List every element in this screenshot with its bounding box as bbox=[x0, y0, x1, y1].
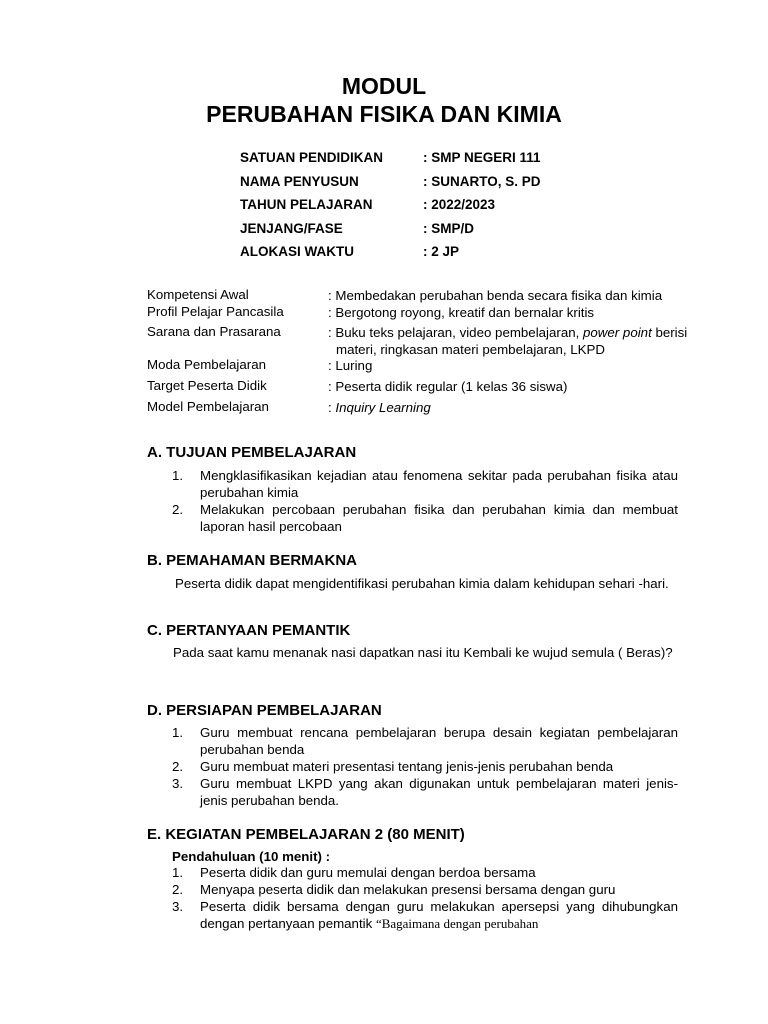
meta-value: : Luring bbox=[328, 358, 373, 373]
tujuan-list bbox=[172, 467, 678, 535]
section-heading-persiapan: D. PERSIAPAN PEMBELAJARAN bbox=[147, 702, 382, 719]
section-heading-kegiatan: E. KEGIATAN PEMBELAJARAN 2 (80 MENIT) bbox=[147, 826, 465, 843]
info-label: JENJANG/FASE bbox=[240, 221, 343, 236]
info-label: SATUAN PENDIDIKAN bbox=[240, 150, 384, 165]
section-heading-pertanyaan: C. PERTANYAAN PEMANTIK bbox=[147, 622, 351, 639]
pemahaman-text: Peserta didik dapat mengidentifikasi perubahan kimia dalam kehidupan sehari -hari. bbox=[175, 576, 669, 591]
meta-label: Moda Pembelajaran bbox=[147, 357, 267, 372]
list-item: 1. Mengklasifikasikan kejadian atau fenomena sekitar pada perubahan fisika atau perubahan kimia bbox=[172, 468, 678, 500]
info-value: : 2022/2023 bbox=[423, 197, 496, 212]
info-value: : SMP NEGERI 111 bbox=[423, 150, 541, 165]
meta-label: Sarana dan Prasarana bbox=[147, 324, 281, 339]
meta-value: : Bergotong royong, kreatif dan bernalar kritis bbox=[328, 305, 595, 320]
list-item: 2. Guru membuat materi presentasi tentang jenis-jenis perubahan benda bbox=[172, 759, 614, 774]
info-value: : SUNARTO, S. PD bbox=[423, 174, 541, 189]
persiapan-list bbox=[172, 724, 678, 809]
meta-value: : Peserta didik regular (1 kelas 36 siswa) bbox=[328, 379, 568, 394]
meta-value: : Buku teks pelajaran, video pembelajaran, power point berisi materi, ringkasan materi pembelajaran, LKPD bbox=[328, 325, 688, 357]
section-heading-pemahaman: B. PEMAHAMAN BERMAKNA bbox=[147, 552, 357, 569]
meta-label: Target Peserta Didik bbox=[147, 378, 267, 393]
pertanyaan-text: Pada saat kamu menanak nasi dapatkan nasi itu Kembali ke wujud semula ( Beras)? bbox=[173, 645, 673, 660]
module-subtitle: PERUBAHAN FISIKA DAN KIMIA bbox=[206, 101, 562, 127]
meta-value: : Membedakan perubahan benda secara fisika dan kimia bbox=[328, 288, 663, 303]
subheading-pendahuluan: Pendahuluan (10 menit) : bbox=[172, 849, 331, 864]
meta-label: Model Pembelajaran bbox=[147, 399, 269, 414]
meta-value: : Inquiry Learning bbox=[328, 400, 431, 415]
list-item: 1. Peserta didik dan guru memulai dengan berdoa bersama bbox=[172, 865, 536, 880]
list-item: 2. Menyapa peserta didik dan melakukan presensi bersama dengan guru bbox=[172, 882, 616, 897]
list-item: 3. Guru membuat LKPD yang akan digunakan untuk pembelajaran materi jenis-jenis perubahan benda. bbox=[172, 776, 678, 808]
section-heading-tujuan: A. TUJUAN PEMBELAJARAN bbox=[147, 444, 357, 461]
info-label: ALOKASI WAKTU bbox=[240, 244, 354, 259]
list-item: 3. Peserta didik bersama dengan guru melakukan apersepsi yang dihubungkan dengan pertanyaan pemantik “Bagaimana dengan perubahan bbox=[172, 899, 678, 931]
info-value: : SMP/D bbox=[423, 221, 475, 236]
info-label: NAMA PENYUSUN bbox=[240, 174, 359, 189]
list-item: 2. Melakukan percobaan perubahan fisika dan perubahan kimia dan membuat laporan hasil percobaan bbox=[172, 502, 678, 534]
meta-label: Kompetensi Awal bbox=[147, 287, 249, 302]
module-title: MODUL bbox=[341, 73, 427, 99]
info-value: : 2 JP bbox=[423, 244, 460, 259]
info-label: TAHUN PELAJARAN bbox=[240, 197, 373, 212]
pendahuluan-list bbox=[172, 864, 678, 932]
meta-label: Profil Pelajar Pancasila bbox=[147, 304, 284, 319]
list-item: 1. Guru membuat rencana pembelajaran berupa desain kegiatan pembelajaran perubahan benda bbox=[172, 725, 678, 757]
